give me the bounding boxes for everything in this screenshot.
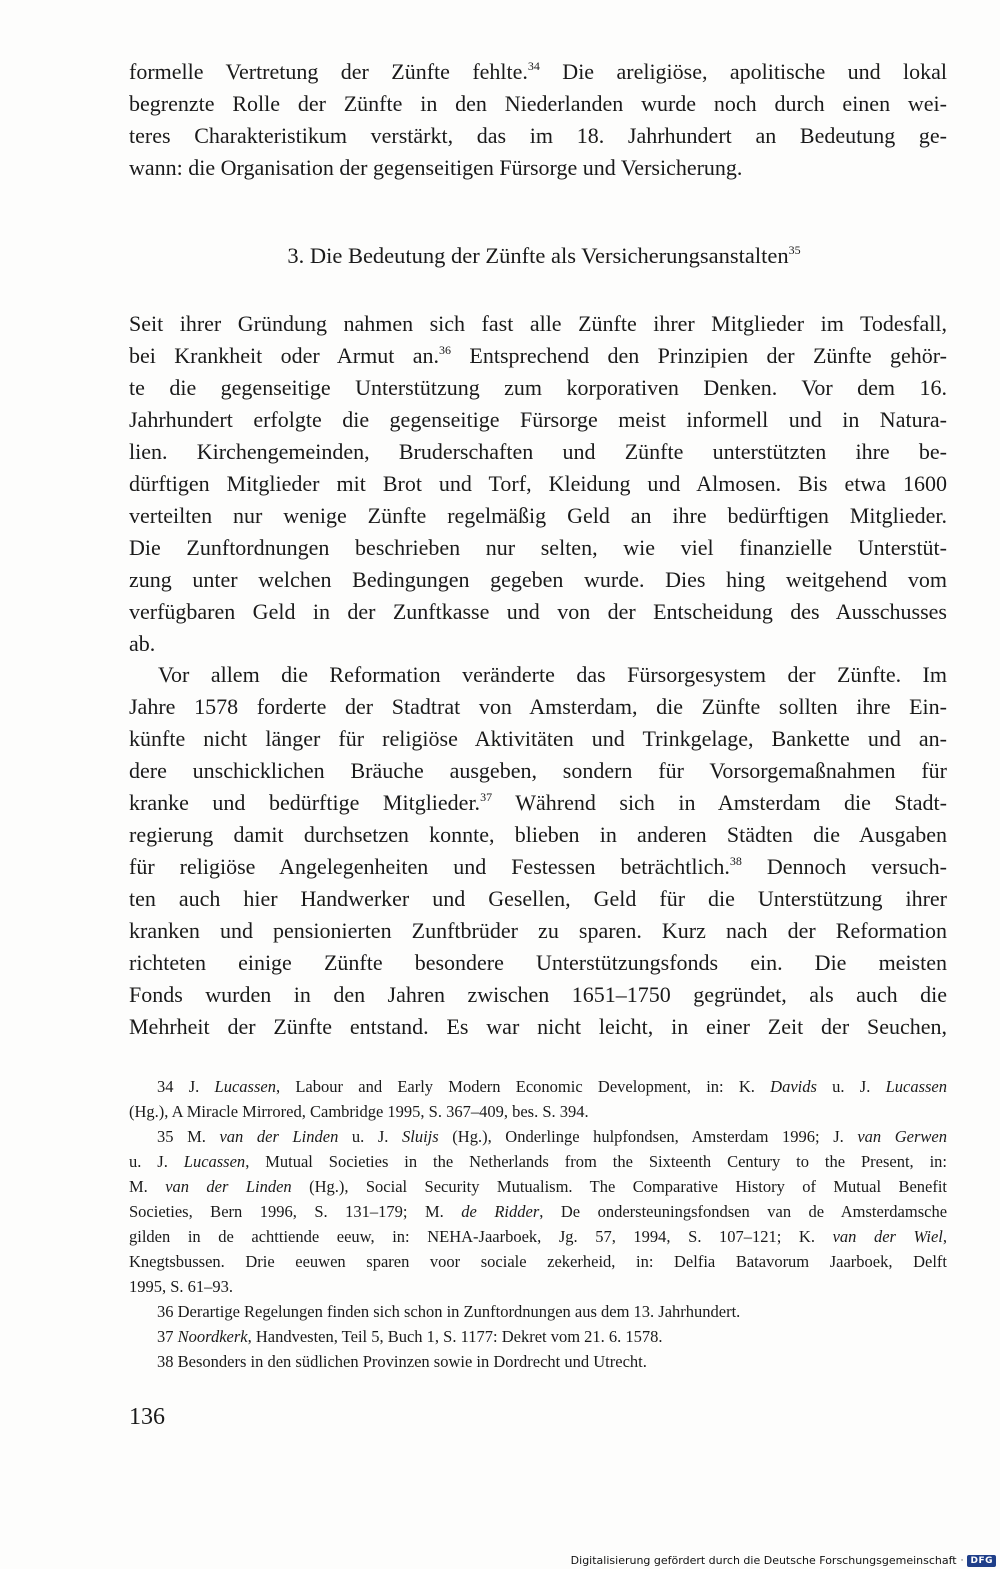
footnote-ref[interactable]: 38	[729, 854, 742, 868]
text-line: Fonds wurden in den Jahren zwischen 1651–1750 gegründet, als auch die	[129, 982, 947, 1007]
text-line: verteilten nur wenige Zünfte regelmäßig Geld an ihre bedürftigen Mitglieder.	[129, 503, 947, 528]
text-line: richteten einige Zünfte besondere Unterstützungsfonds ein. Die meisten	[129, 950, 947, 975]
text-line: ab.	[129, 631, 156, 656]
paragraph-1	[129, 308, 947, 660]
text-line: Jahre 1578 forderte der Stadtrat von Amsterdam, die Zünfte sollten ihre Ein-	[129, 694, 947, 719]
page-number: 136	[129, 1404, 165, 1430]
body-text-top	[129, 56, 947, 184]
footnote-line: 37 Noordkerk, Handvesten, Teil 5, Buch 1, S. 1177: Dekret vom 21. 6. 1578.	[157, 1327, 663, 1346]
footnote-ref[interactable]: 36	[439, 343, 451, 357]
digitization-footer: Digitalisierung gefördert durch die Deutsche Forschungsgemeinschaft · DFG	[571, 1554, 996, 1567]
text-line: für religiöse Angelegenheiten und Festessen beträchtlich.$^{38}$ Dennoch versuch-	[129, 854, 947, 879]
footnote-line: 35 M. van der Linden u. J. Sluijs (Hg.), Onderlinge hulpfondsen, Amsterdam 1996; J. van Gerwen	[157, 1127, 948, 1146]
text-line: Jahrhundert erfolgte die gegenseitige Fürsorge meist informell und in Natura-	[129, 407, 947, 432]
text-line: dürftigen Mitglieder mit Brot und Torf, Kleidung und Almosen. Bis etwa 1600	[129, 471, 947, 496]
text-line: lien. Kirchengemeinden, Bruderschaften und Zünfte unterstützten ihre be-	[129, 439, 947, 464]
text-line: künfte nicht länger für religiöse Aktivitäten und Trinkgelage, Bankette und an-	[129, 726, 947, 751]
text-line: teres Charakteristikum verstärkt, das im 18. Jahrhundert an Bedeutung ge-	[129, 123, 947, 148]
text-line: kranken und pensionierten Zunftbrüder zu sparen. Kurz nach der Reformation	[129, 918, 947, 943]
footnote-line: Knegtsbussen. Drie eeuwen sparen voor sociale zekerheid, in: Delfia Batavorum Jaarboek, Delft	[129, 1252, 947, 1271]
text-line: bei Krankheit oder Armut an.$^{36}$ Entsprechend den Prinzipien der Zünfte gehör-	[129, 343, 947, 368]
paragraph-2	[129, 659, 947, 1043]
footnotes	[129, 1074, 947, 1374]
text-line: ten auch hier Handwerker und Gesellen, Geld für die Unterstützung ihrer	[129, 886, 947, 911]
footnote-line: gilden in de achttiende eeuw, in: NEHA-Jaarboek, Jg. 57, 1994, S. 107–121; K. van der Wiel,	[129, 1227, 947, 1246]
dfg-logo-icon: DFG	[967, 1555, 996, 1567]
text-line: begrenzte Rolle der Zünfte in den Niederlanden wurde noch durch einen wei-	[129, 91, 947, 116]
text-line: formelle Vertretung der Zünfte fehlte.$^{34}$ Die areligiöse, apolitische und lokal	[129, 59, 947, 84]
footnote-line: u. J. Lucassen, Mutual Societies in the Netherlands from the Sixteenth Century to the Present, in:	[129, 1152, 947, 1171]
text-line: zung unter welchen Bedingungen gegeben wurde. Dies hing weitgehend vom	[129, 567, 947, 592]
footnote-line: 38 Besonders in den südlichen Provinzen sowie in Dordrecht und Utrecht.	[157, 1352, 647, 1371]
footer-text: Digitalisierung gefördert durch die Deutsche Forschungsgemeinschaft	[570, 1554, 957, 1567]
text-line: Seit ihrer Gründung nahmen sich fast alle Zünfte ihrer Mitglieder im Todesfall,	[129, 311, 947, 336]
footnote-line: 34 J. Lucassen, Labour and Early Modern Economic Development, in: K. Davids u. J. Lucassen	[157, 1077, 947, 1096]
footnote-ref[interactable]: 37	[480, 790, 493, 804]
footnote-line: M. van der Linden (Hg.), Social Security Mutualism. The Comparative History of Mutual Benefit	[129, 1177, 948, 1196]
text-line: dere unschicklichen Bräuche ausgeben, sondern für Vorsorgemaßnahmen für	[129, 758, 947, 783]
heading-footnote-ref[interactable]: 35	[788, 243, 801, 257]
footnote-line: Societies, Bern 1996, S. 131–179; M. de Ridder, De ondersteuningsfondsen van de Amsterdamsche	[129, 1202, 948, 1221]
section-heading-text: 3. Die Bedeutung der Zünfte als Versicherungsanstalten	[287, 243, 789, 268]
text-line: Mehrheit der Zünfte entstand. Es war nicht leicht, in einer Zeit der Seuchen,	[129, 1014, 947, 1039]
text-line: regierung damit durchsetzen konnte, blieben in anderen Städten die Ausgaben	[129, 822, 947, 847]
text-line: wann: die Organisation der gegenseitigen Fürsorge und Versicherung.	[129, 155, 743, 180]
text-line: Die Zunftordnungen beschrieben nur selten, wie viel finanzielle Unterstüt-	[129, 535, 947, 560]
text-line: Vor allem die Reformation veränderte das Fürsorgesystem der Zünfte. Im	[158, 662, 947, 687]
footnote-line: (Hg.), A Miracle Mirrored, Cambridge 1995, S. 367–409, bes. S. 394.	[129, 1102, 589, 1121]
section-heading	[0, 240, 1000, 272]
footnote-line: 1995, S. 61–93.	[129, 1277, 234, 1296]
text-line: kranke und bedürftige Mitglieder.$^{37}$ Während sich in Amsterdam die Stadt-	[129, 790, 947, 815]
text-line: te die gegenseitige Unterstützung zum korporativen Denken. Vor dem 16.	[129, 375, 947, 400]
text-line: verfügbaren Geld in der Zunftkasse und von der Entscheidung des Ausschusses	[129, 599, 947, 624]
footnote-ref[interactable]: 34	[527, 59, 540, 73]
footnote-line: 36 Derartige Regelungen finden sich schon in Zunftordnungen aus dem 13. Jahrhundert.	[157, 1302, 741, 1321]
